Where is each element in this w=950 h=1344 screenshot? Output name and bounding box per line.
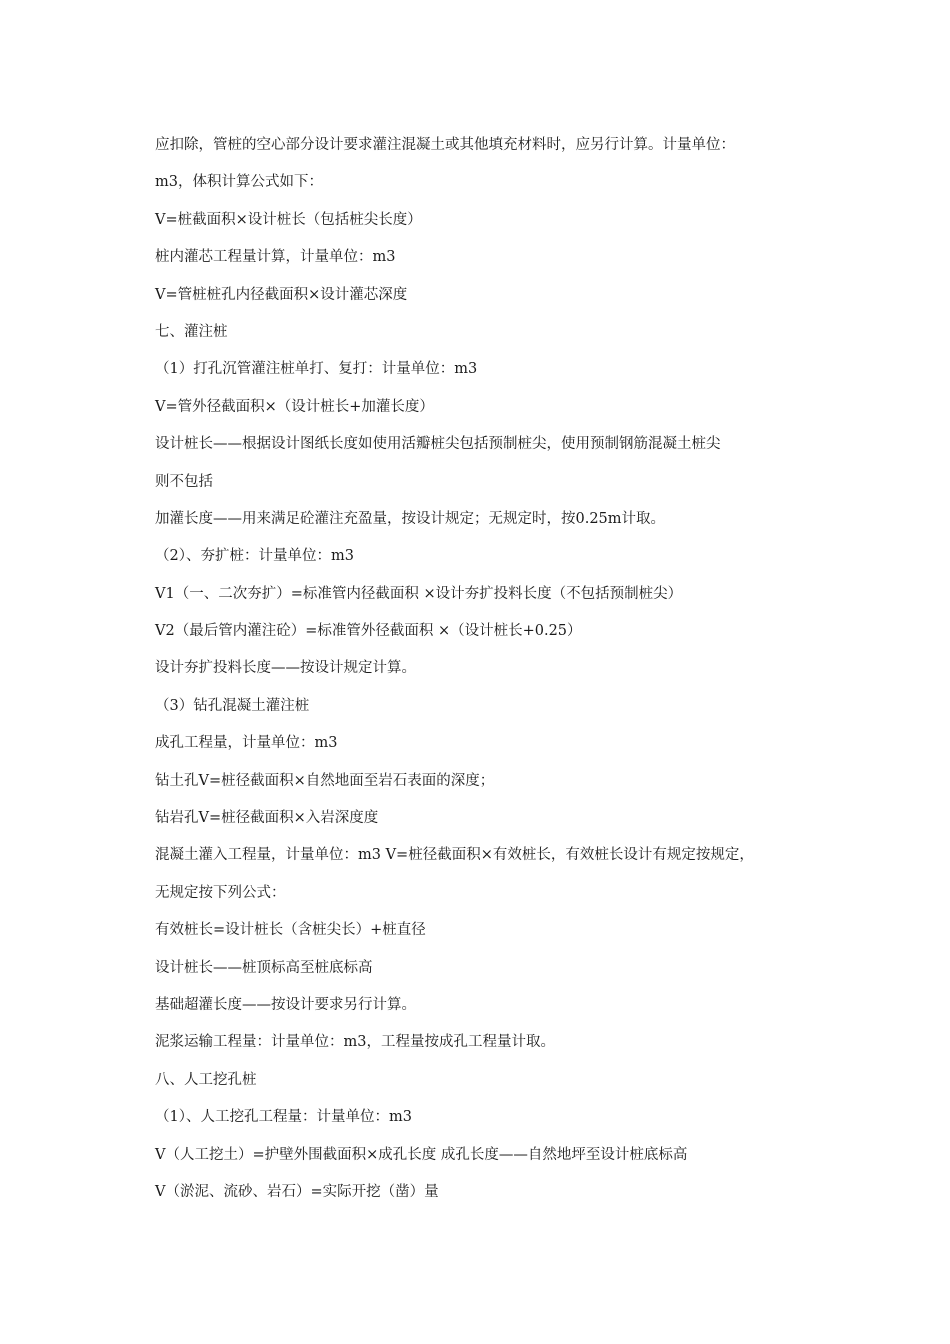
text-line: 加灌长度——用来满足砼灌注充盈量，按设计规定；无规定时，按0.25m计取。 xyxy=(155,510,666,527)
text-line: 无规定按下列公式： xyxy=(155,884,286,901)
formula-line: 钻岩孔V=桩径截面积×入岩深度度 xyxy=(155,810,379,827)
formula-line: V=桩截面积×设计桩长（包括桩尖长度） xyxy=(155,211,422,228)
text-line: 成孔工程量，计量单位：m3 xyxy=(155,735,338,752)
section-heading: 七、灌注桩 xyxy=(155,323,228,340)
formula-line: 钻土孔V=桩径截面积×自然地面至岩石表面的深度； xyxy=(155,772,495,789)
text-line: 泥浆运输工程量：计量单位：m3，工程量按成孔工程量计取。 xyxy=(155,1034,555,1051)
formula-line: V1（一、二次夯扩）=标准管内径截面积 ×设计夯扩投料长度（不包括预制桩尖） xyxy=(155,585,683,602)
text-line: 混凝土灌入工程量，计量单位：m3 V=桩径截面积×有效桩长，有效桩长设计有规定按规定， xyxy=(155,847,754,864)
text-line: 基础超灌长度——按设计要求另行计算。 xyxy=(155,996,416,1013)
formula-line: V=管桩桩孔内径截面积×设计灌芯深度 xyxy=(155,286,408,303)
subsection-heading: （2）、夯扩桩：计量单位：m3 xyxy=(155,548,354,565)
formula-line: 有效桩长=设计桩长（含桩尖长）+桩直径 xyxy=(155,922,426,939)
formula-line: V2（最后管内灌注砼）=标准管外径截面积 ×（设计桩长+0.25） xyxy=(155,623,582,640)
text-line: 则不包括 xyxy=(155,473,213,490)
text-line: 桩内灌芯工程量计算，计量单位：m3 xyxy=(155,249,396,266)
text-line: m3，体积计算公式如下： xyxy=(155,174,323,191)
subsection-heading: （1）打孔沉管灌注桩单打、复打：计量单位：m3 xyxy=(155,361,478,378)
subsection-heading: （3）钻孔混凝土灌注桩 xyxy=(155,697,310,714)
text-line: 设计桩长——桩顶标高至桩底标高 xyxy=(155,959,373,976)
document-body xyxy=(155,133,815,1217)
text-line: 应扣除，管桩的空心部分设计要求灌注混凝土或其他填充材料时，应另行计算。计量单位： xyxy=(155,137,735,153)
formula-line: V=管外径截面积×（设计桩长+加灌长度） xyxy=(155,398,434,415)
section-heading: 八、人工挖孔桩 xyxy=(155,1071,257,1088)
subsection-heading: （1）、人工挖孔工程量：计量单位：m3 xyxy=(155,1109,412,1126)
formula-line: V（淤泥、流砂、岩石）=实际开挖（凿）量 xyxy=(155,1183,439,1200)
text-line: 设计桩长——根据设计图纸长度如使用活瓣桩尖包括预制桩尖，使用预制钢筋混凝土桩尖 xyxy=(155,436,721,453)
formula-line: V（人工挖土）=护壁外围截面积×成孔长度 成孔长度——自然地坪至设计桩底标高 xyxy=(155,1146,688,1163)
text-line: 设计夯扩投料长度——按设计规定计算。 xyxy=(155,660,416,677)
